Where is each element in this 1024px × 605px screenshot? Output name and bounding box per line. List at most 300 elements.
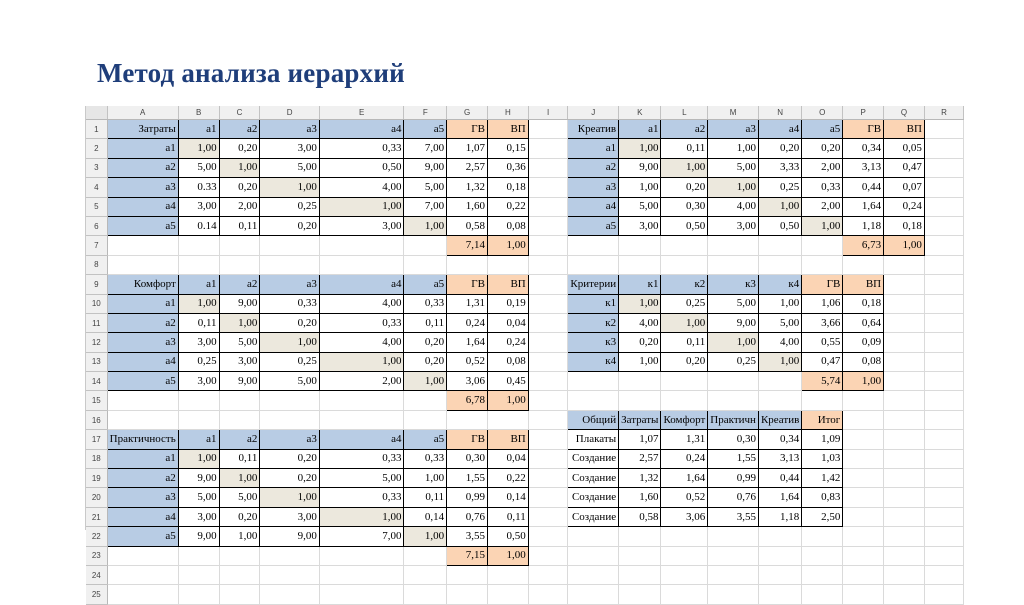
cell-r19[interactable] xyxy=(924,469,963,488)
cell-e16[interactable] xyxy=(319,410,404,429)
cell-n6[interactable]: 0,50 xyxy=(758,216,801,235)
cell-n21[interactable]: 1,18 xyxy=(758,507,801,526)
column-header-h[interactable]: H xyxy=(487,106,528,120)
cell-g6[interactable]: 0,58 xyxy=(447,216,488,235)
cell-g16[interactable] xyxy=(447,410,488,429)
cell-d19[interactable]: 0,20 xyxy=(260,469,319,488)
cell-l16[interactable]: Комфорт xyxy=(661,410,708,429)
cell-k5[interactable]: 5,00 xyxy=(619,197,661,216)
cell-h5[interactable]: 0,22 xyxy=(487,197,528,216)
cell-o9[interactable]: ГВ xyxy=(802,275,843,294)
row-header-18[interactable]: 18 xyxy=(86,449,107,468)
row-header-20[interactable]: 20 xyxy=(86,488,107,507)
row-header-15[interactable]: 15 xyxy=(86,391,107,410)
cell-k23[interactable] xyxy=(619,546,661,565)
column-header-c[interactable]: C xyxy=(219,106,260,120)
cell-m16[interactable]: Практичн xyxy=(708,410,759,429)
cell-n15[interactable] xyxy=(758,391,801,410)
cell-f16[interactable] xyxy=(404,410,447,429)
cell-j13[interactable]: к4 xyxy=(568,352,619,371)
cell-q10[interactable] xyxy=(884,294,925,313)
cell-b14[interactable]: 3,00 xyxy=(178,372,219,391)
cell-j6[interactable]: a5 xyxy=(568,216,619,235)
cell-i12[interactable] xyxy=(528,333,568,352)
cell-f24[interactable] xyxy=(404,565,447,584)
cell-n17[interactable]: 0,34 xyxy=(758,430,801,449)
row-header-5[interactable]: 5 xyxy=(86,197,107,216)
cell-f10[interactable]: 0,33 xyxy=(404,294,447,313)
cell-c18[interactable]: 0,11 xyxy=(219,449,260,468)
cell-d17[interactable]: a3 xyxy=(260,430,319,449)
cell-c5[interactable]: 2,00 xyxy=(219,197,260,216)
cell-b8[interactable] xyxy=(178,255,219,274)
cell-n19[interactable]: 0,44 xyxy=(758,469,801,488)
cell-i3[interactable] xyxy=(528,158,568,177)
cell-q15[interactable] xyxy=(884,391,925,410)
cell-n20[interactable]: 1,64 xyxy=(758,488,801,507)
cell-p14[interactable]: 1,00 xyxy=(843,372,884,391)
cell-p19[interactable] xyxy=(843,469,884,488)
cell-f5[interactable]: 7,00 xyxy=(404,197,447,216)
cell-i7[interactable] xyxy=(528,236,568,255)
cell-d7[interactable] xyxy=(260,236,319,255)
row-header-6[interactable]: 6 xyxy=(86,216,107,235)
cell-p11[interactable]: 0,64 xyxy=(843,313,884,332)
cell-d20[interactable]: 1,00 xyxy=(260,488,319,507)
cell-b18[interactable]: 1,00 xyxy=(178,449,219,468)
cell-e10[interactable]: 4,00 xyxy=(319,294,404,313)
cell-q13[interactable] xyxy=(884,352,925,371)
cell-o16[interactable]: Итог xyxy=(802,410,843,429)
cell-r21[interactable] xyxy=(924,507,963,526)
cell-c19[interactable]: 1,00 xyxy=(219,469,260,488)
cell-f4[interactable]: 5,00 xyxy=(404,178,447,197)
cell-a19[interactable]: a2 xyxy=(107,469,178,488)
cell-i8[interactable] xyxy=(528,255,568,274)
cell-o4[interactable]: 0,33 xyxy=(802,178,843,197)
cell-g11[interactable]: 0,24 xyxy=(447,313,488,332)
cell-f2[interactable]: 7,00 xyxy=(404,139,447,158)
cell-m11[interactable]: 9,00 xyxy=(708,313,759,332)
cell-o3[interactable]: 2,00 xyxy=(802,158,843,177)
cell-r10[interactable] xyxy=(924,294,963,313)
cell-g21[interactable]: 0,76 xyxy=(447,507,488,526)
cell-p5[interactable]: 1,64 xyxy=(843,197,884,216)
cell-g2[interactable]: 1,07 xyxy=(447,139,488,158)
column-header-n[interactable]: N xyxy=(758,106,801,120)
cell-k18[interactable]: 2,57 xyxy=(619,449,661,468)
cell-g3[interactable]: 2,57 xyxy=(447,158,488,177)
cell-k11[interactable]: 4,00 xyxy=(619,313,661,332)
cell-q6[interactable]: 0,18 xyxy=(884,216,925,235)
cell-b17[interactable]: a1 xyxy=(178,430,219,449)
cell-p6[interactable]: 1,18 xyxy=(843,216,884,235)
cell-e4[interactable]: 4,00 xyxy=(319,178,404,197)
cell-f23[interactable] xyxy=(404,546,447,565)
cell-q22[interactable] xyxy=(884,527,925,546)
cell-o10[interactable]: 1,06 xyxy=(802,294,843,313)
cell-p10[interactable]: 0,18 xyxy=(843,294,884,313)
cell-h23[interactable]: 1,00 xyxy=(487,546,528,565)
cell-n18[interactable]: 3,13 xyxy=(758,449,801,468)
cell-r20[interactable] xyxy=(924,488,963,507)
cell-a1[interactable]: Затраты xyxy=(107,120,178,139)
cell-k12[interactable]: 0,20 xyxy=(619,333,661,352)
row-header-2[interactable]: 2 xyxy=(86,139,107,158)
cell-d23[interactable] xyxy=(260,546,319,565)
cell-e23[interactable] xyxy=(319,546,404,565)
cell-h16[interactable] xyxy=(487,410,528,429)
cell-m19[interactable]: 0,99 xyxy=(708,469,759,488)
cell-b10[interactable]: 1,00 xyxy=(178,294,219,313)
cell-f20[interactable]: 0,11 xyxy=(404,488,447,507)
cell-p12[interactable]: 0,09 xyxy=(843,333,884,352)
cell-m21[interactable]: 3,55 xyxy=(708,507,759,526)
cell-r4[interactable] xyxy=(924,178,963,197)
cell-f25[interactable] xyxy=(404,585,447,604)
cell-i23[interactable] xyxy=(528,546,568,565)
cell-e12[interactable]: 4,00 xyxy=(319,333,404,352)
cell-n16[interactable]: Креатив xyxy=(758,410,801,429)
cell-k2[interactable]: 1,00 xyxy=(619,139,661,158)
cell-a22[interactable]: a5 xyxy=(107,527,178,546)
cell-b2[interactable]: 1,00 xyxy=(178,139,219,158)
cell-a23[interactable] xyxy=(107,546,178,565)
cell-j5[interactable]: a4 xyxy=(568,197,619,216)
cell-d24[interactable] xyxy=(260,565,319,584)
cell-l9[interactable]: к2 xyxy=(661,275,708,294)
cell-q19[interactable] xyxy=(884,469,925,488)
cell-l10[interactable]: 0,25 xyxy=(661,294,708,313)
cell-k13[interactable]: 1,00 xyxy=(619,352,661,371)
cell-o23[interactable] xyxy=(802,546,843,565)
cell-g5[interactable]: 1,60 xyxy=(447,197,488,216)
cell-m24[interactable] xyxy=(708,565,759,584)
cell-i25[interactable] xyxy=(528,585,568,604)
cell-q14[interactable] xyxy=(884,372,925,391)
cell-l3[interactable]: 1,00 xyxy=(661,158,708,177)
row-header-7[interactable]: 7 xyxy=(86,236,107,255)
cell-h14[interactable]: 0,45 xyxy=(487,372,528,391)
cell-q17[interactable] xyxy=(884,430,925,449)
cell-q4[interactable]: 0,07 xyxy=(884,178,925,197)
cell-p22[interactable] xyxy=(843,527,884,546)
cell-f6[interactable]: 1,00 xyxy=(404,216,447,235)
cell-j8[interactable] xyxy=(568,255,619,274)
cell-r8[interactable] xyxy=(924,255,963,274)
cell-r2[interactable] xyxy=(924,139,963,158)
row-header-25[interactable]: 25 xyxy=(86,585,107,604)
cell-n3[interactable]: 3,33 xyxy=(758,158,801,177)
cell-h25[interactable] xyxy=(487,585,528,604)
cell-b19[interactable]: 9,00 xyxy=(178,469,219,488)
column-header-p[interactable]: P xyxy=(843,106,884,120)
cell-i9[interactable] xyxy=(528,275,568,294)
cell-q11[interactable] xyxy=(884,313,925,332)
cell-n2[interactable]: 0,20 xyxy=(758,139,801,158)
column-header-g[interactable]: G xyxy=(447,106,488,120)
cell-q9[interactable] xyxy=(884,275,925,294)
cell-h2[interactable]: 0,15 xyxy=(487,139,528,158)
cell-b20[interactable]: 5,00 xyxy=(178,488,219,507)
row-header-17[interactable]: 17 xyxy=(86,430,107,449)
cell-f9[interactable]: a5 xyxy=(404,275,447,294)
cell-l12[interactable]: 0,11 xyxy=(661,333,708,352)
cell-e5[interactable]: 1,00 xyxy=(319,197,404,216)
cell-p8[interactable] xyxy=(843,255,884,274)
cell-f14[interactable]: 1,00 xyxy=(404,372,447,391)
cell-j12[interactable]: к3 xyxy=(568,333,619,352)
cell-d14[interactable]: 5,00 xyxy=(260,372,319,391)
cell-i16[interactable] xyxy=(528,410,568,429)
column-header-j[interactable]: J xyxy=(568,106,619,120)
cell-j17[interactable]: Плакаты xyxy=(568,430,619,449)
cell-c16[interactable] xyxy=(219,410,260,429)
cell-c4[interactable]: 0,20 xyxy=(219,178,260,197)
cell-g10[interactable]: 1,31 xyxy=(447,294,488,313)
cell-l21[interactable]: 3,06 xyxy=(661,507,708,526)
cell-b21[interactable]: 3,00 xyxy=(178,507,219,526)
column-header-k[interactable]: K xyxy=(619,106,661,120)
cell-e20[interactable]: 0,33 xyxy=(319,488,404,507)
cell-k22[interactable] xyxy=(619,527,661,546)
column-header-a[interactable]: A xyxy=(107,106,178,120)
row-header-16[interactable]: 16 xyxy=(86,410,107,429)
cell-p18[interactable] xyxy=(843,449,884,468)
cell-i13[interactable] xyxy=(528,352,568,371)
cell-e7[interactable] xyxy=(319,236,404,255)
cell-l7[interactable] xyxy=(661,236,708,255)
cell-j7[interactable] xyxy=(568,236,619,255)
cell-e6[interactable]: 3,00 xyxy=(319,216,404,235)
cell-l18[interactable]: 0,24 xyxy=(661,449,708,468)
cell-c12[interactable]: 5,00 xyxy=(219,333,260,352)
cell-k20[interactable]: 1,60 xyxy=(619,488,661,507)
cell-f1[interactable]: a5 xyxy=(404,120,447,139)
cell-g1[interactable]: ГВ xyxy=(447,120,488,139)
cell-g23[interactable]: 7,15 xyxy=(447,546,488,565)
cell-i24[interactable] xyxy=(528,565,568,584)
cell-j10[interactable]: к1 xyxy=(568,294,619,313)
row-header-3[interactable]: 3 xyxy=(86,158,107,177)
cell-e3[interactable]: 0,50 xyxy=(319,158,404,177)
cell-m17[interactable]: 0,30 xyxy=(708,430,759,449)
cell-f7[interactable] xyxy=(404,236,447,255)
column-header-m[interactable]: M xyxy=(708,106,759,120)
cell-n7[interactable] xyxy=(758,236,801,255)
cell-q1[interactable]: ВП xyxy=(884,120,925,139)
column-header-l[interactable]: L xyxy=(661,106,708,120)
cell-h12[interactable]: 0,24 xyxy=(487,333,528,352)
cell-j23[interactable] xyxy=(568,546,619,565)
cell-c17[interactable]: a2 xyxy=(219,430,260,449)
cell-a17[interactable]: Практичность xyxy=(107,430,178,449)
cell-c23[interactable] xyxy=(219,546,260,565)
cell-l6[interactable]: 0,50 xyxy=(661,216,708,235)
cell-m10[interactable]: 5,00 xyxy=(708,294,759,313)
cell-m3[interactable]: 5,00 xyxy=(708,158,759,177)
cell-h13[interactable]: 0,08 xyxy=(487,352,528,371)
cell-k9[interactable]: к1 xyxy=(619,275,661,294)
cell-c15[interactable] xyxy=(219,391,260,410)
cell-e11[interactable]: 0,33 xyxy=(319,313,404,332)
cell-r23[interactable] xyxy=(924,546,963,565)
cell-l1[interactable]: a2 xyxy=(661,120,708,139)
row-header-13[interactable]: 13 xyxy=(86,352,107,371)
cell-k15[interactable] xyxy=(619,391,661,410)
cell-c7[interactable] xyxy=(219,236,260,255)
cell-k7[interactable] xyxy=(619,236,661,255)
cell-j15[interactable] xyxy=(568,391,619,410)
cell-c11[interactable]: 1,00 xyxy=(219,313,260,332)
cell-r15[interactable] xyxy=(924,391,963,410)
cell-j9[interactable]: Критерии xyxy=(568,275,619,294)
cell-p1[interactable]: ГВ xyxy=(843,120,884,139)
cell-d16[interactable] xyxy=(260,410,319,429)
cell-i2[interactable] xyxy=(528,139,568,158)
cell-c21[interactable]: 0,20 xyxy=(219,507,260,526)
cell-f12[interactable]: 0,20 xyxy=(404,333,447,352)
cell-o13[interactable]: 0,47 xyxy=(802,352,843,371)
cell-m18[interactable]: 1,55 xyxy=(708,449,759,468)
cell-b12[interactable]: 3,00 xyxy=(178,333,219,352)
cell-o8[interactable] xyxy=(802,255,843,274)
cell-r18[interactable] xyxy=(924,449,963,468)
cell-d15[interactable] xyxy=(260,391,319,410)
cell-b4[interactable]: 0.33 xyxy=(178,178,219,197)
cell-l17[interactable]: 1,31 xyxy=(661,430,708,449)
cell-j11[interactable]: к2 xyxy=(568,313,619,332)
cell-n14[interactable] xyxy=(758,372,801,391)
cell-i14[interactable] xyxy=(528,372,568,391)
row-header-1[interactable]: 1 xyxy=(86,120,107,139)
cell-o18[interactable]: 1,03 xyxy=(802,449,843,468)
cell-d2[interactable]: 3,00 xyxy=(260,139,319,158)
cell-g14[interactable]: 3,06 xyxy=(447,372,488,391)
cell-o25[interactable] xyxy=(802,585,843,604)
cell-m9[interactable]: к3 xyxy=(708,275,759,294)
cell-k19[interactable]: 1,32 xyxy=(619,469,661,488)
cell-p21[interactable] xyxy=(843,507,884,526)
cell-h10[interactable]: 0,19 xyxy=(487,294,528,313)
cell-l2[interactable]: 0,11 xyxy=(661,139,708,158)
cell-b13[interactable]: 0,25 xyxy=(178,352,219,371)
cell-b6[interactable]: 0.14 xyxy=(178,216,219,235)
cell-i21[interactable] xyxy=(528,507,568,526)
cell-q8[interactable] xyxy=(884,255,925,274)
row-header-8[interactable]: 8 xyxy=(86,255,107,274)
column-header-i[interactable]: I xyxy=(528,106,568,120)
cell-a7[interactable] xyxy=(107,236,178,255)
cell-r6[interactable] xyxy=(924,216,963,235)
cell-e24[interactable] xyxy=(319,565,404,584)
cell-k21[interactable]: 0,58 xyxy=(619,507,661,526)
cell-m15[interactable] xyxy=(708,391,759,410)
column-header-q[interactable]: Q xyxy=(884,106,925,120)
cell-j24[interactable] xyxy=(568,565,619,584)
cell-f21[interactable]: 0,14 xyxy=(404,507,447,526)
cell-o7[interactable] xyxy=(802,236,843,255)
cell-l20[interactable]: 0,52 xyxy=(661,488,708,507)
cell-e2[interactable]: 0,33 xyxy=(319,139,404,158)
cell-p4[interactable]: 0,44 xyxy=(843,178,884,197)
cell-b24[interactable] xyxy=(178,565,219,584)
cell-r22[interactable] xyxy=(924,527,963,546)
cell-f22[interactable]: 1,00 xyxy=(404,527,447,546)
cell-b3[interactable]: 5,00 xyxy=(178,158,219,177)
cell-l15[interactable] xyxy=(661,391,708,410)
cell-h21[interactable]: 0,11 xyxy=(487,507,528,526)
row-header-24[interactable]: 24 xyxy=(86,565,107,584)
cell-i22[interactable] xyxy=(528,527,568,546)
row-header-9[interactable]: 9 xyxy=(86,275,107,294)
cell-h24[interactable] xyxy=(487,565,528,584)
row-header-11[interactable]: 11 xyxy=(86,313,107,332)
cell-q3[interactable]: 0,47 xyxy=(884,158,925,177)
cell-j21[interactable]: Создание xyxy=(568,507,619,526)
cell-b16[interactable] xyxy=(178,410,219,429)
cell-c6[interactable]: 0,11 xyxy=(219,216,260,235)
cell-c2[interactable]: 0,20 xyxy=(219,139,260,158)
cell-e8[interactable] xyxy=(319,255,404,274)
cell-r24[interactable] xyxy=(924,565,963,584)
cell-q21[interactable] xyxy=(884,507,925,526)
cell-n23[interactable] xyxy=(758,546,801,565)
cell-b1[interactable]: a1 xyxy=(178,120,219,139)
cell-q20[interactable] xyxy=(884,488,925,507)
cell-d6[interactable]: 0,20 xyxy=(260,216,319,235)
cell-m14[interactable] xyxy=(708,372,759,391)
cell-p15[interactable] xyxy=(843,391,884,410)
cell-l23[interactable] xyxy=(661,546,708,565)
cell-c24[interactable] xyxy=(219,565,260,584)
cell-m12[interactable]: 1,00 xyxy=(708,333,759,352)
cell-l19[interactable]: 1,64 xyxy=(661,469,708,488)
cell-q12[interactable] xyxy=(884,333,925,352)
cell-p20[interactable] xyxy=(843,488,884,507)
cell-i17[interactable] xyxy=(528,430,568,449)
cell-c22[interactable]: 1,00 xyxy=(219,527,260,546)
cell-c25[interactable] xyxy=(219,585,260,604)
cell-l14[interactable] xyxy=(661,372,708,391)
cell-j3[interactable]: a2 xyxy=(568,158,619,177)
cell-k14[interactable] xyxy=(619,372,661,391)
cell-j25[interactable] xyxy=(568,585,619,604)
cell-a5[interactable]: a4 xyxy=(107,197,178,216)
cell-q24[interactable] xyxy=(884,565,925,584)
cell-a21[interactable]: a4 xyxy=(107,507,178,526)
cell-h20[interactable]: 0,14 xyxy=(487,488,528,507)
cell-r17[interactable] xyxy=(924,430,963,449)
cell-r1[interactable] xyxy=(924,120,963,139)
cell-m6[interactable]: 3,00 xyxy=(708,216,759,235)
cell-a24[interactable] xyxy=(107,565,178,584)
cell-h1[interactable]: ВП xyxy=(487,120,528,139)
cell-e25[interactable] xyxy=(319,585,404,604)
cell-r9[interactable] xyxy=(924,275,963,294)
cell-h18[interactable]: 0,04 xyxy=(487,449,528,468)
cell-n22[interactable] xyxy=(758,527,801,546)
cell-n11[interactable]: 5,00 xyxy=(758,313,801,332)
cell-e21[interactable]: 1,00 xyxy=(319,507,404,526)
cell-e18[interactable]: 0,33 xyxy=(319,449,404,468)
cell-d10[interactable]: 0,33 xyxy=(260,294,319,313)
cell-g13[interactable]: 0,52 xyxy=(447,352,488,371)
cell-f19[interactable]: 1,00 xyxy=(404,469,447,488)
cell-k16[interactable]: Затраты xyxy=(619,410,661,429)
row-header-21[interactable]: 21 xyxy=(86,507,107,526)
cell-c8[interactable] xyxy=(219,255,260,274)
